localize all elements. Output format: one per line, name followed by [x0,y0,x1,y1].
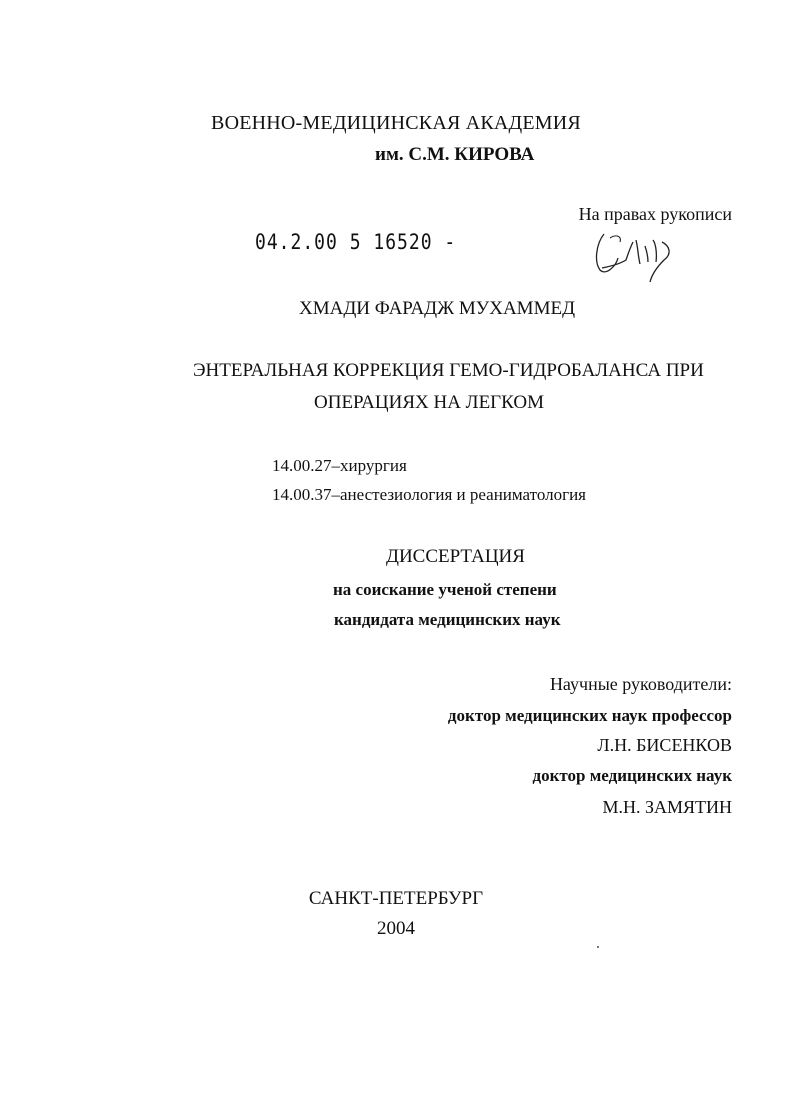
thesis-title-line2: ОПЕРАЦИЯХ НА ЛЕГКОМ [314,392,544,413]
author-name: ХМАДИ ФАРАДЖ МУХАММЕД [299,298,576,319]
degree-line2: кандидата медицинских наук [334,610,561,629]
thesis-title-line1: ЭНТЕРАЛЬНАЯ КОРРЕКЦИЯ ГЕМО-ГИДРОБАЛАНСА ПРИ [193,360,704,381]
signature-icon [590,224,690,286]
scan-speck [597,946,599,948]
supervisor-2-title: доктор медицинских наук [532,766,732,785]
city: САНКТ-ПЕТЕРБУРГ [308,888,484,909]
year: 2004 [377,918,415,939]
institution-name: ВОЕННО-МЕДИЦИНСКАЯ АКАДЕМИЯ [211,112,581,134]
specialty-code: 14.00.27–хирургия [272,456,407,475]
supervisors-heading: Научные руководители: [549,674,732,694]
registration-stamp: 04.2.00 5 16520 - [255,229,457,256]
supervisor-2-name: М.Н. ЗАМЯТИН [602,797,732,817]
document-type-label: ДИССЕРТАЦИЯ [386,546,525,567]
degree-line1: на соискание ученой степени [333,580,557,599]
specialty-code: 14.00.37–анестезиология и реаниматология [272,485,586,504]
institution-subtitle: им. С.М. КИРОВА [375,144,535,165]
rights-note: На правах рукописи [578,204,732,224]
supervisor-1-title: доктор медицинских наук профессор [447,706,732,725]
supervisor-1-name: Л.Н. БИСЕНКОВ [597,735,732,755]
